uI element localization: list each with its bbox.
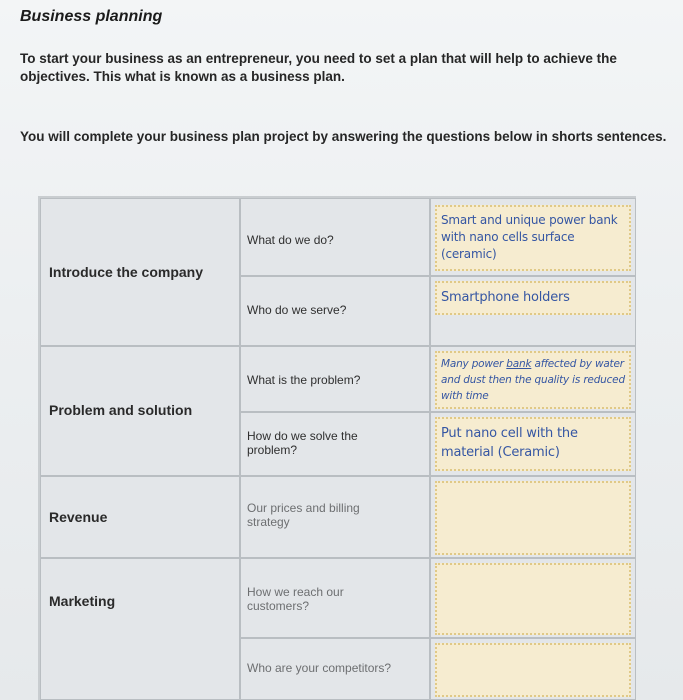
answer-cell[interactable] xyxy=(430,638,636,700)
intro-paragraph: To start your business as an entrepreneur, you need to set a plan that will help to achieve the objectives. This what is known as a business plan. xyxy=(20,51,617,84)
answer-field[interactable] xyxy=(435,481,631,555)
question-label: How we reach our customers? xyxy=(247,585,344,613)
section-cell-company xyxy=(40,198,240,346)
question-cell xyxy=(240,412,430,476)
question-label: Our prices and billing strategy xyxy=(247,501,360,529)
question-cell xyxy=(240,346,430,412)
answer-field[interactable] xyxy=(435,281,631,315)
answer-cell[interactable] xyxy=(430,346,636,412)
question-label: How do we solve the problem? xyxy=(247,429,358,457)
section-cell-problem xyxy=(40,346,240,476)
question-label: Who are your competitors? xyxy=(247,661,392,675)
section-label: Introduce the company xyxy=(49,264,204,280)
answer-text: Many power bank affected by water and dust then the quality is reduced with time xyxy=(441,358,625,402)
question-cell xyxy=(240,476,430,558)
question-label: What do we do? xyxy=(247,233,334,247)
answer-cell[interactable] xyxy=(430,412,636,476)
answer-field[interactable] xyxy=(435,205,631,271)
question-cell xyxy=(240,638,430,700)
question-label: What is the problem? xyxy=(247,373,361,387)
section-label: Revenue xyxy=(49,509,108,525)
answer-cell[interactable] xyxy=(430,558,636,638)
answer-text: Smartphone holders xyxy=(441,290,570,305)
section-label: Problem and solution xyxy=(49,402,193,418)
business-plan-table xyxy=(38,196,636,700)
question-label: Who do we serve? xyxy=(247,303,347,317)
section-cell-marketing xyxy=(40,558,240,700)
page-title: Business planning xyxy=(20,8,163,25)
answer-cell[interactable] xyxy=(430,198,636,276)
answer-cell[interactable] xyxy=(430,276,636,346)
section-cell-revenue xyxy=(40,476,240,558)
answer-field[interactable] xyxy=(435,351,631,409)
answer-field[interactable] xyxy=(435,643,631,697)
instruction-paragraph: You will complete your business plan project by answering the questions below in shorts sentences. xyxy=(20,129,667,144)
answer-text: Smart and unique power bank with nano cells surface (ceramic) xyxy=(441,213,618,261)
question-cell xyxy=(240,558,430,638)
answer-text: Put nano cell with the material (Ceramic) xyxy=(441,426,578,460)
answer-field[interactable] xyxy=(435,417,631,471)
answer-cell[interactable] xyxy=(430,476,636,558)
section-label: Marketing xyxy=(49,593,116,609)
answer-field[interactable] xyxy=(435,563,631,635)
question-cell xyxy=(240,276,430,346)
question-cell xyxy=(240,198,430,276)
